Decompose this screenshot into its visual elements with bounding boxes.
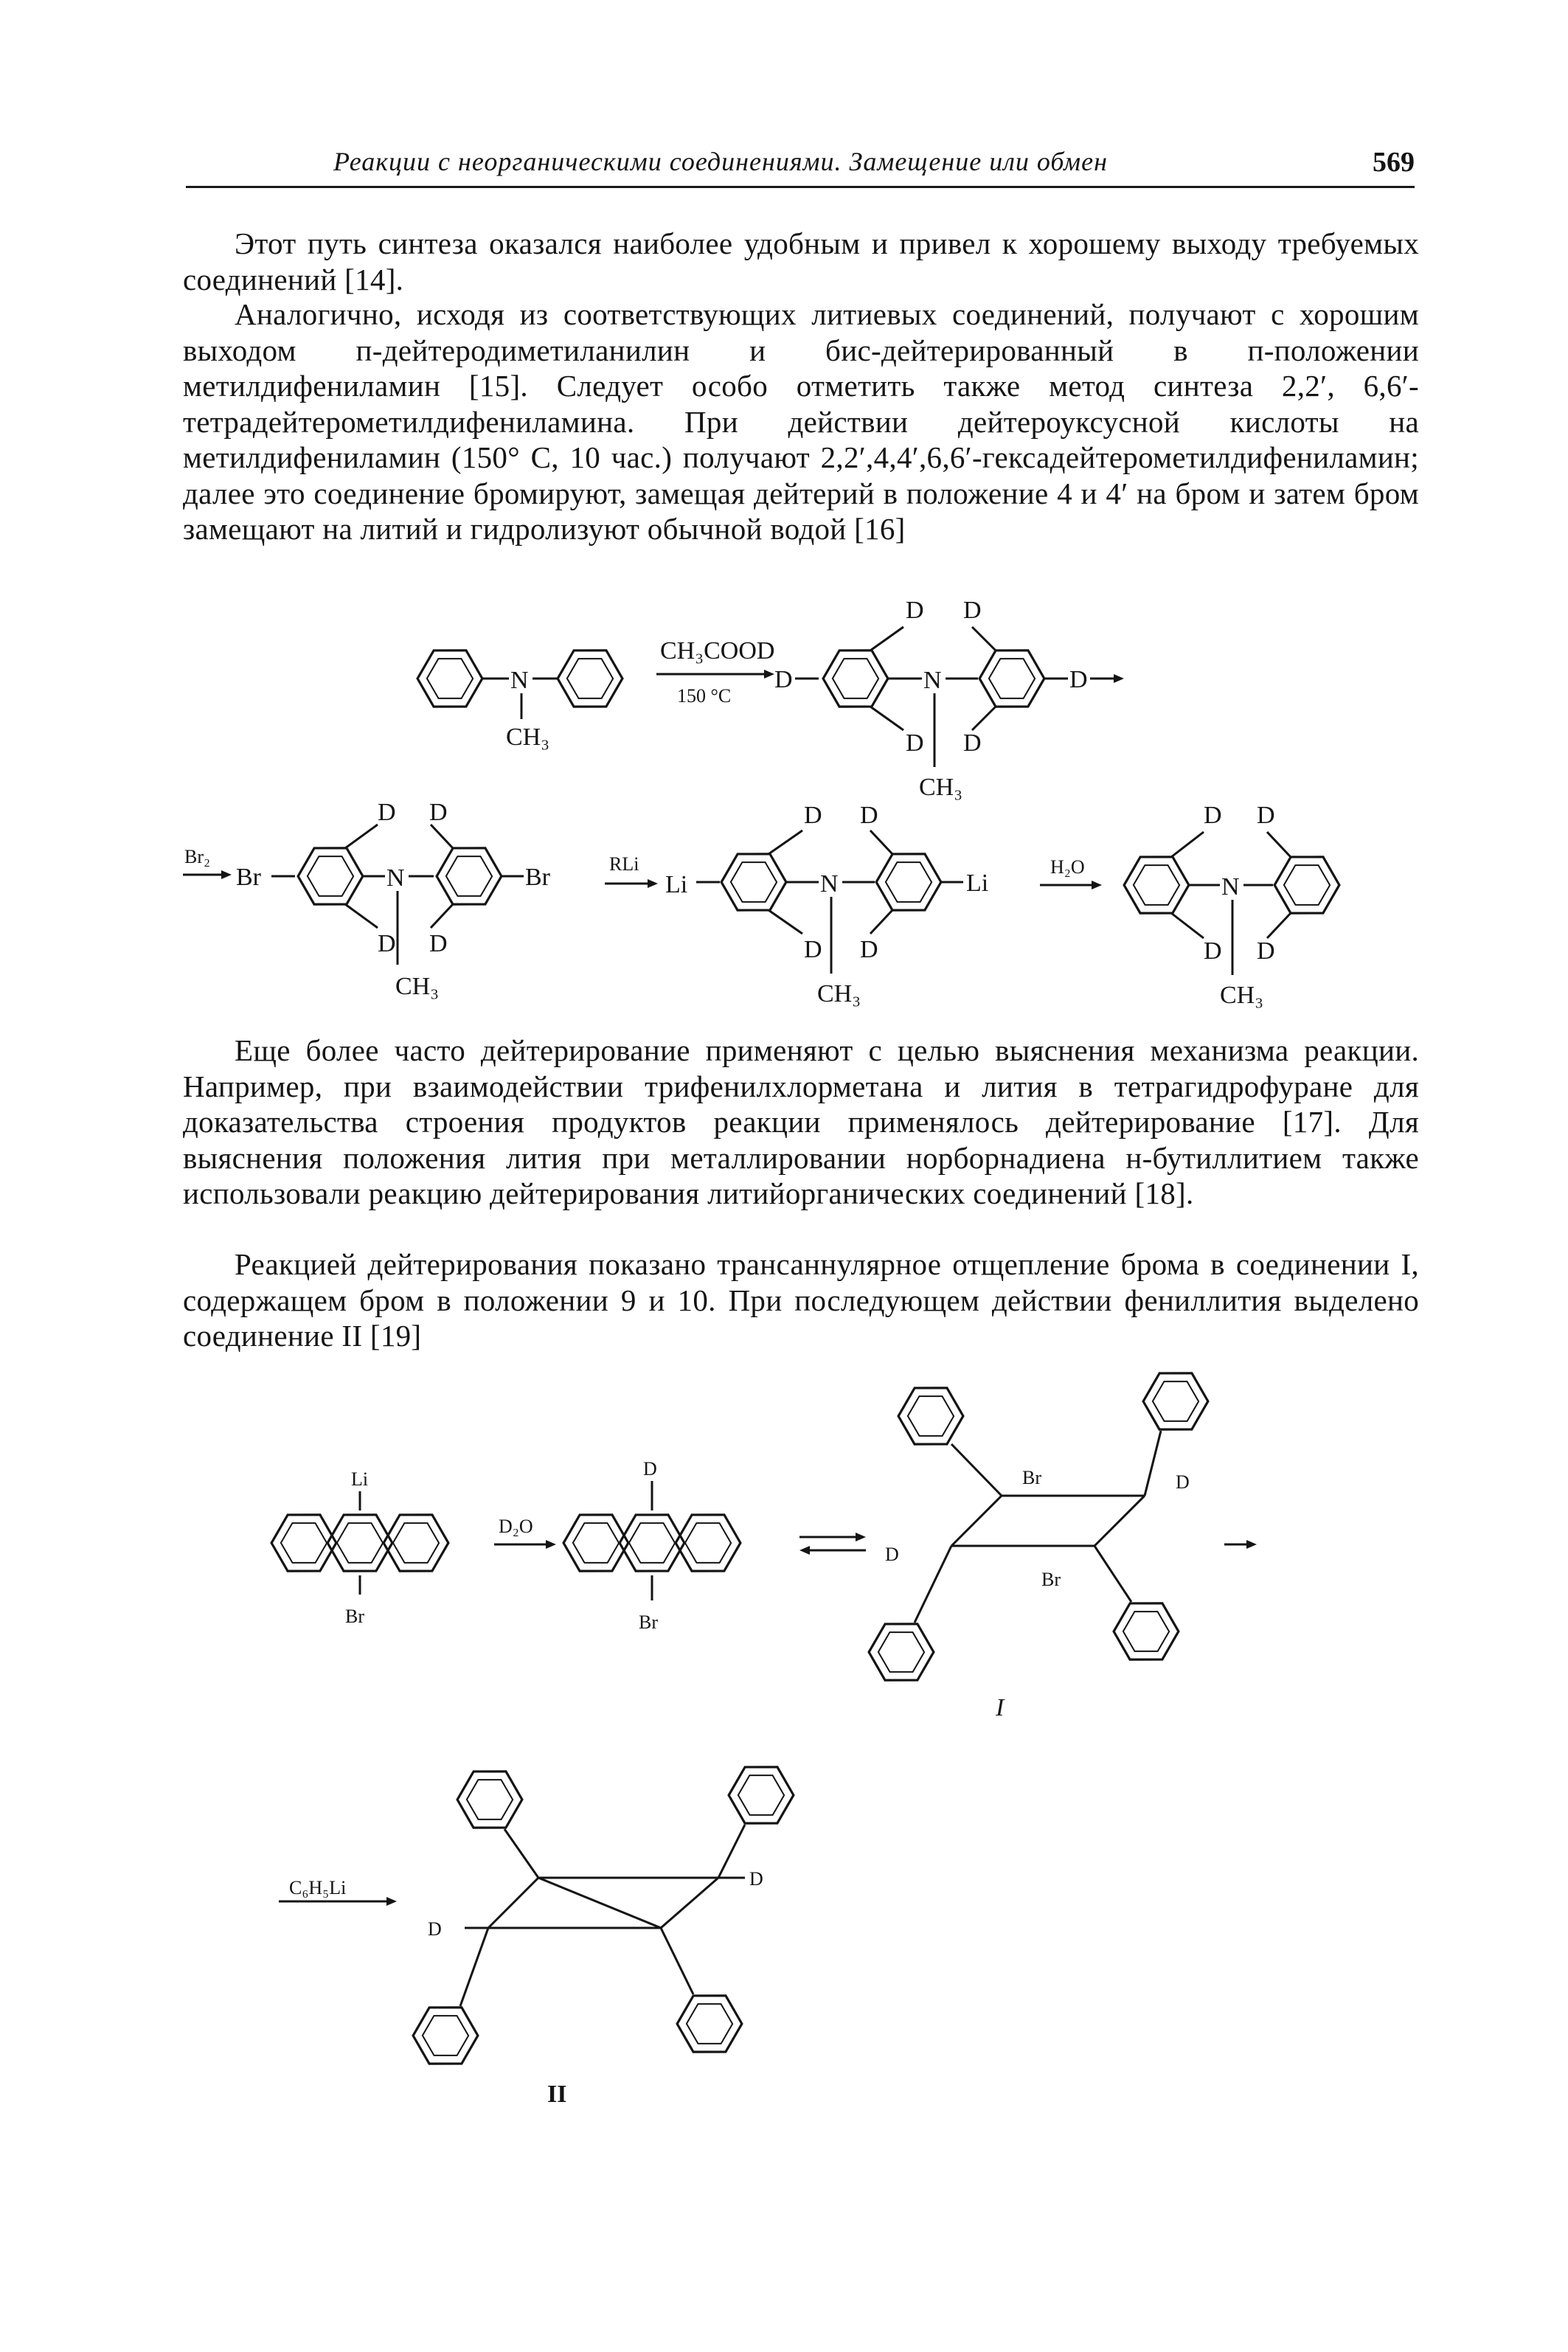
compound-I-label: I bbox=[996, 1694, 1005, 1721]
svg-text:D: D bbox=[1257, 802, 1275, 829]
svg-text:RLi: RLi bbox=[609, 853, 639, 875]
svg-text:D: D bbox=[963, 729, 982, 757]
svg-text:Br: Br bbox=[1041, 1569, 1061, 1590]
svg-text:D: D bbox=[860, 802, 878, 829]
lithiation-arrow bbox=[605, 853, 658, 888]
svg-text:D: D bbox=[378, 930, 396, 957]
product-arrow bbox=[1224, 1540, 1257, 1549]
running-title: Реакции с неорганическими соединениями. Замещение или обмен bbox=[333, 147, 1108, 176]
svg-text:D: D bbox=[643, 1458, 657, 1479]
paragraph-2: Аналогично, исходя из соответствующих литиевых соединений, получают с хорошим выходом п-дейтеродиметиланилин и бис-дейтерированный в п-положении метилдифениламин [15]. Следует особо отметить также метод синтеза 2,2′, 6,6′-тетрадейтерометилдифениламина. При действии дейтероуксусной кислоты на метилдифениламин (150° С, 10 час.) получают 2,2′,4,4′,6,6′-гексадейтерометилдифениламин; далее это соединение бромируют, замещая дейтерий в положение 4 и 4′ на бром и затем бром замещают на литий и гидролизуют обычной водой [16] bbox=[183, 297, 1419, 546]
svg-text:D: D bbox=[1176, 1471, 1190, 1493]
reaction-arrow-1 bbox=[656, 637, 774, 707]
paragraph-4: Реакцией дейтерирования показано трансаннулярное отщепление брома в соединении I, содержащем бром в положении 9 и 10. При последующем действии фениллития выделено соединение II [19] bbox=[183, 1247, 1419, 1353]
svg-text:Br: Br bbox=[525, 864, 550, 891]
svg-text:Li: Li bbox=[351, 1468, 369, 1490]
d2o-arrow bbox=[494, 1516, 556, 1549]
phenyllithium-arrow bbox=[279, 1877, 397, 1906]
svg-text:D₂O: D₂O bbox=[499, 1516, 533, 1537]
paragraph-1: Этот путь синтеза оказался наиболее удобным и привел к хорошему выходу требуемых соединений [14]. bbox=[183, 226, 1419, 296]
svg-text:CH₃: CH₃ bbox=[1220, 982, 1264, 1009]
svg-text:CH₃: CH₃ bbox=[817, 980, 861, 1007]
svg-text:Br: Br bbox=[1022, 1467, 1041, 1488]
svg-text:D: D bbox=[774, 666, 793, 693]
svg-text:D: D bbox=[749, 1868, 763, 1890]
svg-text:D: D bbox=[906, 597, 924, 624]
svg-text:Br: Br bbox=[345, 1606, 364, 1627]
methyldiphenylamine-structure bbox=[409, 636, 631, 751]
svg-text:D: D bbox=[428, 1918, 442, 1940]
svg-text:D: D bbox=[906, 729, 924, 757]
svg-text:Br: Br bbox=[639, 1612, 658, 1633]
svg-text:CH₃: CH₃ bbox=[395, 973, 440, 1000]
svg-text:D: D bbox=[860, 936, 878, 963]
bromination-arrow bbox=[183, 846, 232, 879]
svg-text:C₆H₅Li: C₆H₅Li bbox=[289, 1877, 347, 1898]
methyl-label: CH₃ bbox=[506, 724, 550, 751]
hydrolysis-arrow bbox=[1040, 856, 1102, 889]
svg-text:N: N bbox=[820, 870, 839, 898]
page-number: 569 bbox=[1373, 147, 1415, 178]
svg-text:N: N bbox=[386, 864, 405, 892]
svg-text:H₂O: H₂O bbox=[1050, 856, 1085, 878]
svg-text:N: N bbox=[923, 667, 942, 694]
equilibrium-arrows bbox=[799, 1533, 866, 1555]
svg-text:Br₂: Br₂ bbox=[184, 846, 211, 867]
svg-text:D: D bbox=[804, 936, 822, 963]
tetradeuterio-structure bbox=[1116, 802, 1347, 1009]
svg-text:N: N bbox=[1221, 873, 1240, 901]
svg-text:D: D bbox=[429, 799, 448, 826]
nitrogen-label: N bbox=[510, 667, 529, 694]
lithio-bromoanthracene-structure bbox=[263, 1468, 457, 1627]
svg-text:D: D bbox=[804, 802, 822, 829]
dibromo-structure bbox=[236, 799, 551, 1000]
dilithio-structure bbox=[665, 802, 988, 1007]
hexadeuterio-structure bbox=[774, 597, 1124, 801]
svg-text:D: D bbox=[885, 1544, 899, 1565]
svg-text:Li: Li bbox=[966, 870, 989, 897]
svg-text:CH₃: CH₃ bbox=[919, 774, 963, 801]
svg-text:D: D bbox=[1257, 937, 1275, 965]
reaction-temperature: 150 °C bbox=[677, 685, 732, 707]
reagent-acetic-acid-d: CH₃COOD bbox=[660, 637, 775, 665]
dimer-I-structure bbox=[861, 1359, 1216, 1721]
svg-text:D: D bbox=[429, 930, 448, 957]
deuterio-bromoanthracene-structure bbox=[555, 1458, 749, 1633]
svg-text:D: D bbox=[1204, 802, 1222, 829]
compound-II-label: II bbox=[547, 2081, 567, 2108]
svg-text:D: D bbox=[1204, 937, 1222, 965]
compound-II-structure bbox=[405, 1753, 802, 2108]
svg-text:Br: Br bbox=[236, 864, 261, 891]
svg-text:D: D bbox=[963, 597, 982, 624]
svg-text:D: D bbox=[1069, 666, 1088, 693]
paragraph-3: Еще более часто дейтерирование применяют с целью выяснения механизма реакции. Например, при взаимодействии трифенилхлорметана и лития в тетрагидрофуране для доказательства строения продуктов реакции применялось дейтерирование [17]. Для выяснения положения лития при металлировании норборнадиена н-бутиллитием также использовали реакцию дейтерирования литийорганических соединений [18]. bbox=[183, 1033, 1419, 1210]
svg-text:Li: Li bbox=[665, 871, 688, 898]
svg-text:D: D bbox=[378, 799, 396, 826]
